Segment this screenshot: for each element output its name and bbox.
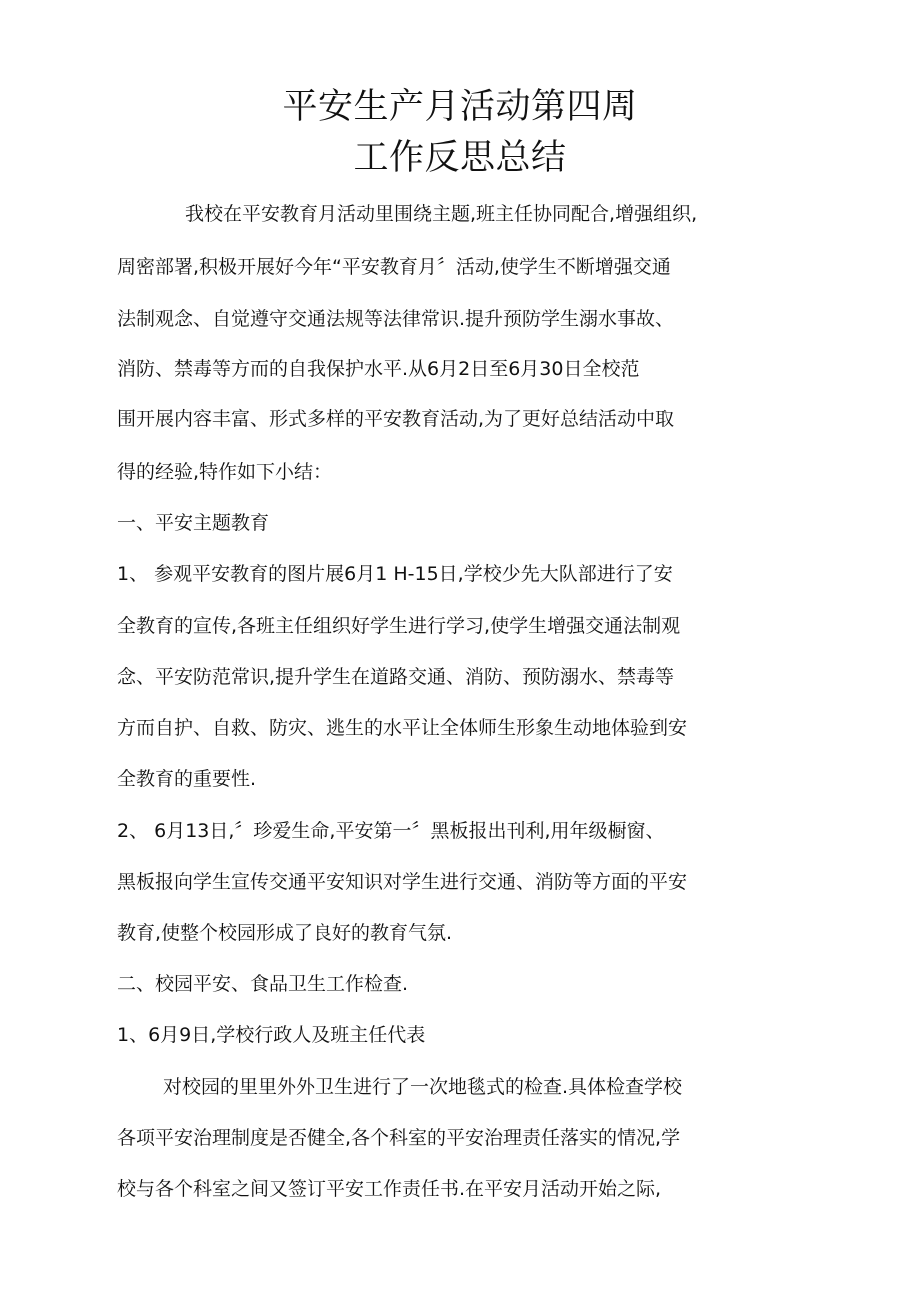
list-item-line: 1、 参观平安教育的图片展6月1 H-15日,学校少先大队部进行了安 xyxy=(117,563,673,585)
paragraph-line: 各项平安治理制度是否健全,各个科室的平安治理责任落实的情况,学 xyxy=(117,1127,681,1149)
paragraph-line: 教育,使整个校园形成了良好的教育气氛. xyxy=(117,922,453,944)
section-heading: 二、校园平安、食品卫生工作检查. xyxy=(117,973,409,995)
document-title-line-1: 平安生产月活动第四周 xyxy=(282,87,638,127)
document-title-line-2: 工作反思总结 xyxy=(353,138,567,178)
paragraph-line: 周密部署,积极开展好今年“平安教育月〞活动,使学生不断增强交通 xyxy=(117,256,671,278)
paragraph-line: 全教育的重要性. xyxy=(117,768,257,790)
paragraph-line: 黑板报向学生宣传交通平安知识对学生进行交通、消防等方面的平安 xyxy=(117,871,688,893)
paragraph-line: 法制观念、自觉遵守交通法规等法律常识.提升预防学生溺水事故、 xyxy=(117,308,675,330)
paragraph-line: 我校在平安教育月活动里围绕主题,班主任协同配合,增强组织, xyxy=(185,203,698,225)
paragraph-line: 方而自护、自救、防灾、逃生的水平让全体师生形象生动地体验到安 xyxy=(117,717,688,739)
paragraph-line: 消防、禁毒等方而的自我保护水平.从6月2日至6月30日全校范 xyxy=(117,358,640,380)
paragraph-line: 对校园的里里外外卫生进行了一次地毯式的检查.具体检查学校 xyxy=(163,1076,683,1098)
paragraph-line: 得的经验,特作如下小结： xyxy=(117,461,333,483)
paragraph-line: 围开展内容丰富、形式多样的平安教育活动,为了更好总结活动中取 xyxy=(117,408,675,430)
list-item-line: 1、6月9日,学校行政人及班主任代表 xyxy=(117,1024,426,1046)
section-heading: 一、平安主题教育 xyxy=(117,512,270,534)
paragraph-line: 校与各个科室之间又签订平安工作责任书.在平安月活动开始之际, xyxy=(117,1178,662,1200)
list-item-line: 2、 6月13日,〞珍爱生命,平安第一〞黑板报出刊利,用年级橱窗、 xyxy=(117,820,665,842)
paragraph-line: 全教育的宣传,各班主任组织好学生进行学习,使学生增强交通法制观 xyxy=(117,615,681,637)
paragraph-line: 念、平安防范常识,提升学生在道路交通、消防、预防溺水、禁毒等 xyxy=(117,666,675,688)
